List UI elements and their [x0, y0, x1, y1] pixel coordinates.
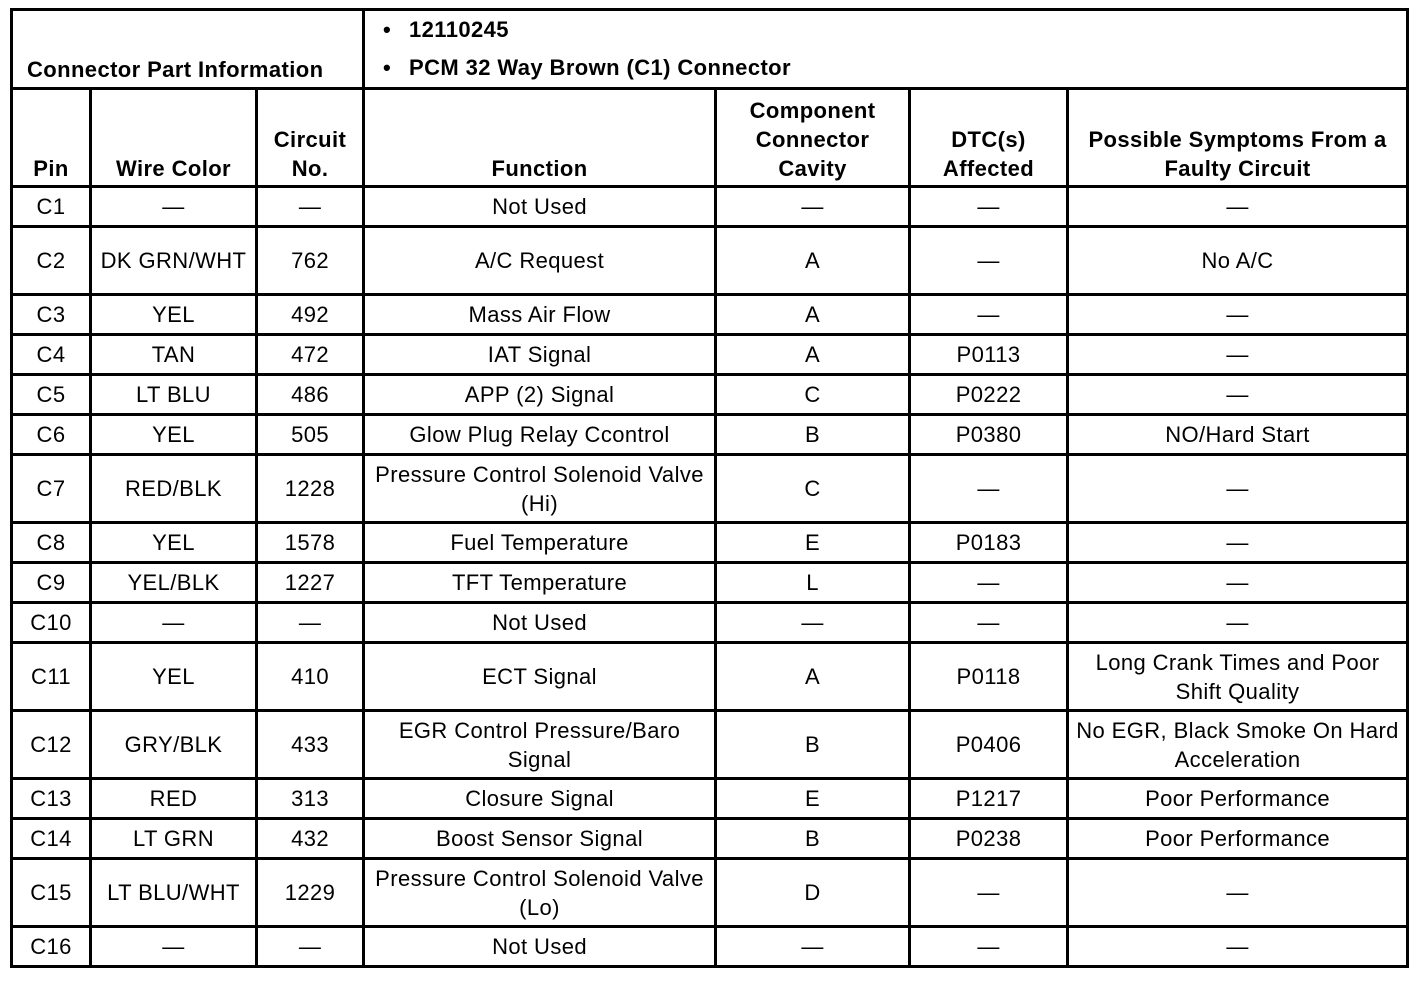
connector-info-values	[364, 10, 1408, 89]
symptom-cell: Poor Performance	[1068, 779, 1408, 819]
circuit-no-cell: 486	[257, 375, 364, 415]
pin-cell: C8	[12, 523, 91, 563]
circuit-no-cell: 472	[257, 335, 364, 375]
symptom-cell: —	[1068, 859, 1408, 927]
col-header-cavity: Component Connector Cavity	[716, 89, 910, 187]
pin-cell: C9	[12, 563, 91, 603]
wire-color-cell: DK GRN/WHT	[91, 227, 257, 295]
pin-cell: C14	[12, 819, 91, 859]
circuit-no-cell: 1578	[257, 523, 364, 563]
pin-cell: C4	[12, 335, 91, 375]
function-cell: Fuel Temperature	[364, 523, 716, 563]
cavity-cell: B	[716, 711, 910, 779]
function-cell: Boost Sensor Signal	[364, 819, 716, 859]
wire-color-cell: LT BLU	[91, 375, 257, 415]
symptom-cell: —	[1068, 187, 1408, 227]
wire-color-cell: —	[91, 187, 257, 227]
wire-color-cell: RED	[91, 779, 257, 819]
cavity-cell: A	[716, 227, 910, 295]
circuit-no-cell: 313	[257, 779, 364, 819]
symptom-cell: NO/Hard Start	[1068, 415, 1408, 455]
symptom-cell: —	[1068, 375, 1408, 415]
table-row	[12, 643, 1408, 711]
circuit-no-cell: 432	[257, 819, 364, 859]
dtc-cell: P0183	[910, 523, 1068, 563]
table-row	[12, 819, 1408, 859]
wire-color-cell: TAN	[91, 335, 257, 375]
function-cell: Glow Plug Relay Ccontrol	[364, 415, 716, 455]
circuit-no-cell: —	[257, 603, 364, 643]
pin-cell: C6	[12, 415, 91, 455]
cavity-cell: E	[716, 523, 910, 563]
pin-cell: C16	[12, 927, 91, 967]
table-row	[12, 455, 1408, 523]
symptom-cell: —	[1068, 523, 1408, 563]
cavity-cell: A	[716, 335, 910, 375]
table-row	[12, 859, 1408, 927]
bullet-icon: •	[383, 55, 392, 80]
connector-table-sheet	[10, 8, 1409, 968]
function-cell: Pressure Control Solenoid Valve (Lo)	[364, 859, 716, 927]
function-cell: Pressure Control Solenoid Valve (Hi)	[364, 455, 716, 523]
cavity-cell: E	[716, 779, 910, 819]
connector-part-number	[383, 11, 1402, 49]
table-row	[12, 295, 1408, 335]
pin-cell: C12	[12, 711, 91, 779]
connector-description-text: PCM 32 Way Brown (C1) Connector	[409, 55, 791, 80]
dtc-cell: —	[910, 187, 1068, 227]
pin-cell: C7	[12, 455, 91, 523]
cavity-cell: —	[716, 603, 910, 643]
circuit-no-cell: 433	[257, 711, 364, 779]
table-row	[12, 375, 1408, 415]
pin-cell: C1	[12, 187, 91, 227]
circuit-no-cell: 492	[257, 295, 364, 335]
pin-cell: C2	[12, 227, 91, 295]
table-row	[12, 523, 1408, 563]
dtc-cell: —	[910, 603, 1068, 643]
function-cell: EGR Control Pressure/Baro Signal	[364, 711, 716, 779]
symptom-cell: Poor Performance	[1068, 819, 1408, 859]
table-row	[12, 603, 1408, 643]
wire-color-cell: —	[91, 603, 257, 643]
connector-pinout-table	[10, 8, 1409, 968]
function-cell: Not Used	[364, 927, 716, 967]
wire-color-cell: LT BLU/WHT	[91, 859, 257, 927]
connector-description	[383, 49, 1402, 87]
dtc-cell: P1217	[910, 779, 1068, 819]
cavity-cell: B	[716, 415, 910, 455]
function-cell: ECT Signal	[364, 643, 716, 711]
symptom-cell: —	[1068, 455, 1408, 523]
cavity-cell: —	[716, 927, 910, 967]
pin-cell: C11	[12, 643, 91, 711]
wire-color-cell: YEL/BLK	[91, 563, 257, 603]
pin-cell: C3	[12, 295, 91, 335]
dtc-cell: P0380	[910, 415, 1068, 455]
dtc-cell: —	[910, 563, 1068, 603]
function-cell: Closure Signal	[364, 779, 716, 819]
symptom-cell: —	[1068, 927, 1408, 967]
dtc-cell: P0113	[910, 335, 1068, 375]
connector-info-row	[12, 10, 1408, 89]
col-header-function: Function	[364, 89, 716, 187]
function-cell: Not Used	[364, 187, 716, 227]
cavity-cell: L	[716, 563, 910, 603]
dtc-cell: —	[910, 295, 1068, 335]
symptom-cell: —	[1068, 603, 1408, 643]
bullet-icon: •	[383, 17, 392, 42]
connector-part-number-text: 12110245	[409, 17, 509, 42]
cavity-cell: C	[716, 375, 910, 415]
pin-cell: C15	[12, 859, 91, 927]
dtc-cell: —	[910, 455, 1068, 523]
cavity-cell: A	[716, 643, 910, 711]
symptom-cell: Long Crank Times and Poor Shift Quality	[1068, 643, 1408, 711]
dtc-cell: P0222	[910, 375, 1068, 415]
wire-color-cell: YEL	[91, 523, 257, 563]
dtc-cell: P0238	[910, 819, 1068, 859]
cavity-cell: B	[716, 819, 910, 859]
function-cell: IAT Signal	[364, 335, 716, 375]
symptom-cell: No EGR, Black Smoke On Hard Acceleration	[1068, 711, 1408, 779]
circuit-no-cell: 1227	[257, 563, 364, 603]
column-header-row	[12, 89, 1408, 187]
wire-color-cell: GRY/BLK	[91, 711, 257, 779]
dtc-cell: P0118	[910, 643, 1068, 711]
col-header-wire-color: Wire Color	[91, 89, 257, 187]
wire-color-cell: YEL	[91, 295, 257, 335]
col-header-pin: Pin	[12, 89, 91, 187]
wire-color-cell: YEL	[91, 643, 257, 711]
wire-color-cell: YEL	[91, 415, 257, 455]
table-row	[12, 927, 1408, 967]
table-row	[12, 415, 1408, 455]
symptom-cell: —	[1068, 335, 1408, 375]
circuit-no-cell: —	[257, 187, 364, 227]
col-header-dtc: DTC(s) Affected	[910, 89, 1068, 187]
connector-info-label: Connector Part Information	[12, 10, 364, 89]
dtc-cell: —	[910, 859, 1068, 927]
wire-color-cell: —	[91, 927, 257, 967]
circuit-no-cell: —	[257, 927, 364, 967]
circuit-no-cell: 410	[257, 643, 364, 711]
symptom-cell: No A/C	[1068, 227, 1408, 295]
pin-cell: C10	[12, 603, 91, 643]
cavity-cell: —	[716, 187, 910, 227]
symptom-cell: —	[1068, 295, 1408, 335]
table-row	[12, 227, 1408, 295]
function-cell: TFT Temperature	[364, 563, 716, 603]
cavity-cell: A	[716, 295, 910, 335]
function-cell: Mass Air Flow	[364, 295, 716, 335]
wire-color-cell: LT GRN	[91, 819, 257, 859]
table-row	[12, 779, 1408, 819]
table-row	[12, 335, 1408, 375]
function-cell: Not Used	[364, 603, 716, 643]
dtc-cell: —	[910, 227, 1068, 295]
pin-cell: C5	[12, 375, 91, 415]
function-cell: APP (2) Signal	[364, 375, 716, 415]
dtc-cell: —	[910, 927, 1068, 967]
circuit-no-cell: 1229	[257, 859, 364, 927]
table-row	[12, 563, 1408, 603]
function-cell: A/C Request	[364, 227, 716, 295]
table-row	[12, 187, 1408, 227]
circuit-no-cell: 1228	[257, 455, 364, 523]
col-header-circuit-no: Circuit No.	[257, 89, 364, 187]
symptom-cell: —	[1068, 563, 1408, 603]
cavity-cell: C	[716, 455, 910, 523]
circuit-no-cell: 762	[257, 227, 364, 295]
table-row	[12, 711, 1408, 779]
dtc-cell: P0406	[910, 711, 1068, 779]
col-header-symptoms: Possible Symptoms From a Faulty Circuit	[1068, 89, 1408, 187]
circuit-no-cell: 505	[257, 415, 364, 455]
wire-color-cell: RED/BLK	[91, 455, 257, 523]
pin-cell: C13	[12, 779, 91, 819]
cavity-cell: D	[716, 859, 910, 927]
